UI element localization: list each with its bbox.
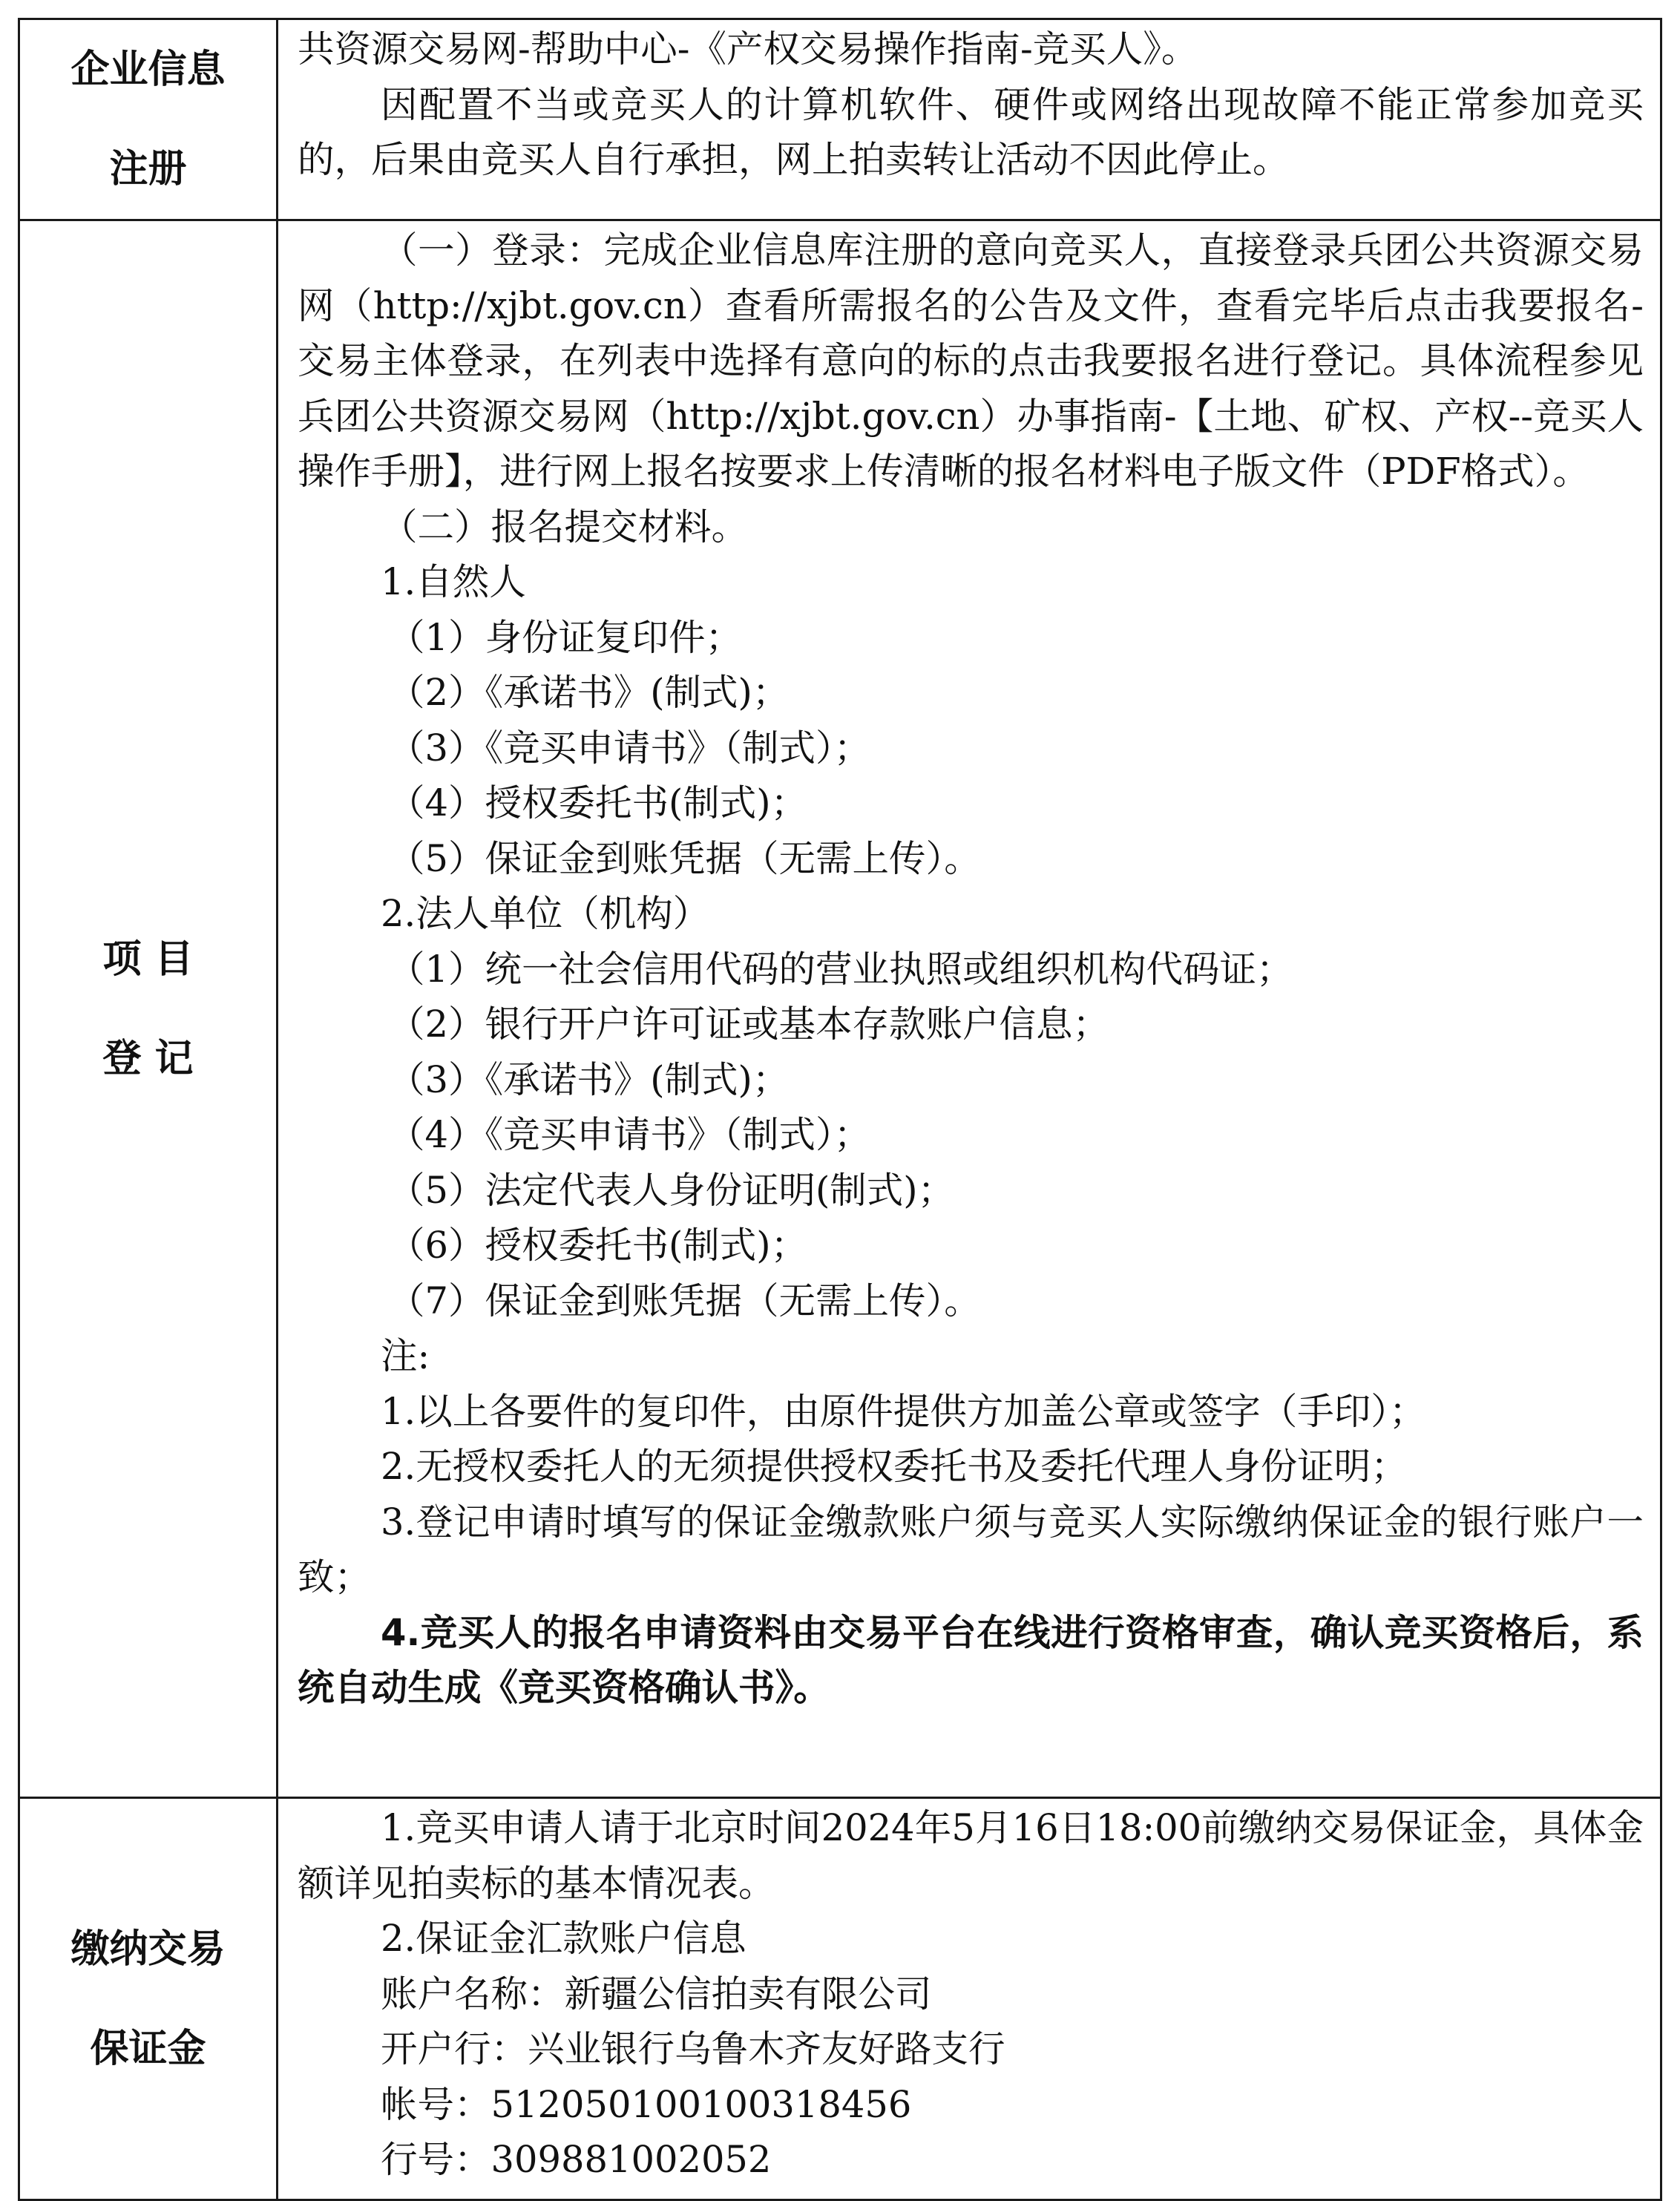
list-heading: 1.自然人 <box>381 560 526 603</box>
list-item: （5）保证金到账凭据（无需上传）。 <box>388 836 981 880</box>
bank-code: 行号：309881002052 <box>381 2138 772 2181</box>
paragraph: 因配置不当或竞买人的计算机软件、硬件或网络出现故障不能正常参加竞买的，后果由竞买人自行承担，网上拍卖转让活动不因此停止。 <box>298 82 1644 181</box>
list-item: （4）授权委托书(制式)； <box>388 781 808 824</box>
row-heading-line: 企业信息 <box>70 47 226 92</box>
row-heading <box>19 220 278 1798</box>
row-heading-line: 登 记 <box>102 1036 194 1081</box>
note-item-bold: 4.竞买人的报名申请资料由交易平台在线进行资格审查，确认竞买资格后，系统自动生成《竞买资格确认书》。 <box>298 1610 1644 1709</box>
list-item: （1）统一社会信用代码的营业执照或组织机构代码证； <box>388 947 1293 991</box>
row-heading <box>19 1798 278 2200</box>
row-heading <box>19 19 278 220</box>
list-item: （4）《竞买申请书》（制式）； <box>388 1113 871 1156</box>
row-heading-line: 注册 <box>109 147 187 191</box>
row-heading-line: 项 目 <box>102 937 194 982</box>
row-content <box>278 19 1661 220</box>
table-row-deposit <box>19 1798 1661 2200</box>
list-item: （5）法定代表人身份证明(制式)； <box>388 1168 955 1212</box>
paragraph: （一）登录：完成企业信息库注册的意向竞买人，直接登录兵团公共资源交易网（http://xjbt.gov.cn）查看所需报名的公告及文件，查看完毕后点击我要报名-交易主体登录，在列表中选择有意向的标的点击我要报名进行登记。具体流程参见兵团公共资源交易网（http://xjbt.gov.cn）办事指南-【土地、矿权、产权--竞买人操作手册】，进行网上报名按要求上传清晰的报名材料电子版文件（PDF格式）。 <box>298 229 1644 493</box>
list-item: （6）授权委托书(制式)； <box>388 1224 808 1267</box>
paragraph: 2.保证金汇款账户信息 <box>381 1917 747 1960</box>
row-content <box>278 220 1661 1798</box>
paragraph: （二）报名提交材料。 <box>381 505 748 548</box>
list-item: （3）《承诺书》(制式)； <box>388 1057 790 1101</box>
table-row-registration <box>19 19 1661 220</box>
table-row-project-registration <box>19 220 1661 1798</box>
bank-name: 开户行：兴业银行乌鲁木齐友好路支行 <box>381 2027 1005 2070</box>
list-item: （2）《承诺书》(制式)； <box>388 671 790 714</box>
list-item: （7）保证金到账凭据（无需上传）。 <box>388 1279 981 1322</box>
account-number: 帐号：512050100100318456 <box>381 2082 912 2126</box>
account-name: 账户名称：新疆公信拍卖有限公司 <box>381 1972 932 2015</box>
list-item: （2）银行开户许可证或基本存款账户信息； <box>388 1003 1109 1046</box>
row-heading-line: 缴纳交易 <box>70 1926 226 1972</box>
note-item: 3.登记申请时填写的保证金缴款账户须与竞买人实际缴纳保证金的银行账户一致； <box>298 1500 1644 1598</box>
note-heading: 注: <box>381 1334 430 1377</box>
list-item: （3）《竞买申请书》（制式）； <box>388 726 871 770</box>
paragraph: 1.竞买申请人请于北京时间2024年5月16日18:00前缴纳交易保证金，具体金额详见拍卖标的基本情况表。 <box>298 1806 1644 1905</box>
info-table <box>18 18 1662 2201</box>
row-content <box>278 1798 1661 2200</box>
list-heading: 2.法人单位（机构） <box>381 892 710 935</box>
row-heading-line: 保证金 <box>90 2026 206 2071</box>
list-item: （1）身份证复印件； <box>388 615 742 659</box>
note-item: 1.以上各要件的复印件，由原件提供方加盖公章或签字（手印）； <box>381 1389 1426 1433</box>
note-item: 2.无授权委托人的无须提供授权委托书及委托代理人身份证明； <box>381 1445 1408 1488</box>
paragraph: 共资源交易网-帮助中心-《产权交易操作指南-竞买人》。 <box>298 27 1198 70</box>
